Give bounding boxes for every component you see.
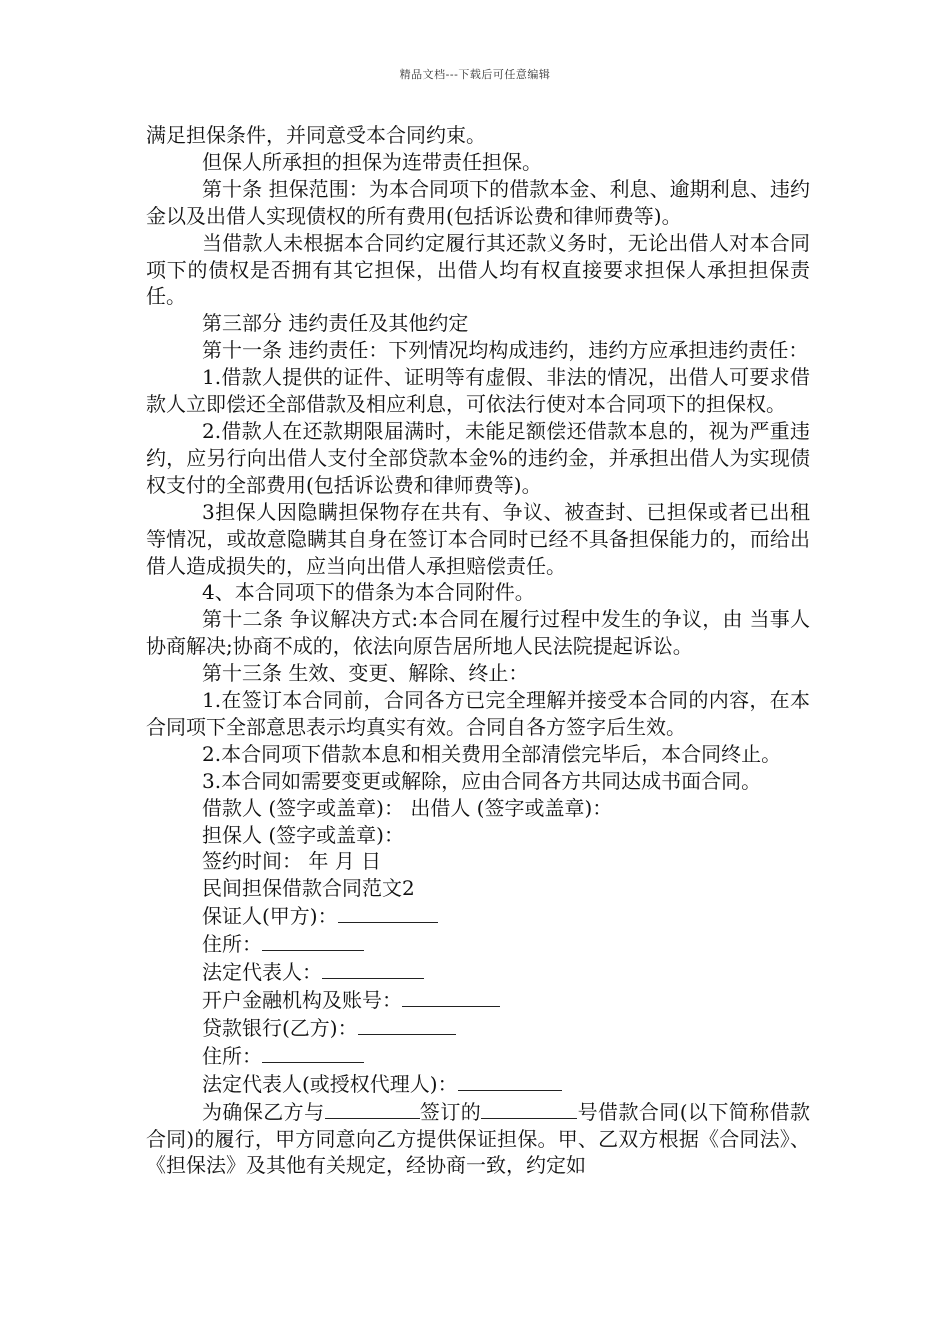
list-item: 3担保人因隐瞒担保物存在共有、争议、被查封、已担保或者已出租等情况，或故意隐瞒其自身在签订本合同时已经不具备担保能力的，而给出借人造成损失的，应当向出借人承担赔偿责任。 [146,499,810,578]
fill-blank[interactable] [262,1042,364,1063]
document-body [146,122,810,1179]
field-label: 法定代表人(或授权代理人)： [202,1071,458,1096]
list-item: 3.本合同如需要变更或解除，应由合同各方共同达成书面合同。 [202,768,762,793]
field-label: 开户金融机构及账号： [202,988,402,1012]
field-label: 保证人(甲方)： [202,904,338,929]
page-header: 精品文档---下载后可任意编辑 [399,68,551,81]
section-heading: 第三部分 违约责任及其他约定 [202,311,469,336]
address-field [146,1042,810,1070]
closing-text: 为确保乙方与 [202,1099,325,1124]
fill-blank[interactable] [325,1098,420,1119]
closing-text: 签订的 [419,1099,482,1124]
signature-line: 借款人 (签字或盖章)： 出借人 (签字或盖章)： [202,795,613,820]
fill-blank[interactable] [262,930,364,951]
paragraph: 当借款人未根据本合同约定履行其还款义务时，无论出借人对本合同项下的债权是否拥有其它担保，出借人均有权直接要求担保人承担担保责任。 [146,230,810,309]
guarantor-field [146,902,810,930]
address-field [146,930,810,958]
fill-blank[interactable] [481,1098,577,1119]
legal-rep-agent-field [146,1070,810,1098]
lender-bank-field [146,1014,810,1042]
list-item: 1.借款人提供的证件、证明等有虚假、非法的情况，出借人可要求借款人立即偿还全部借款及相应利息，可依法行使对本合同项下的担保权。 [146,365,810,417]
fill-blank[interactable] [322,958,424,979]
document-subtitle: 民间担保借款合同范文2 [202,876,415,901]
list-item: 1.在签订本合同前，合同各方已完全理解并接受本合同的内容，在本合同项下全部意思表示均真实有效。合同自各方签字后生效。 [146,688,810,739]
signing-date: 签约时间： 年 月 日 [202,849,382,874]
bank-account-field [146,986,810,1014]
fill-blank[interactable] [458,1070,562,1091]
list-item: 2.借款人在还款期限届满时，未能足额偿还借款本息的，视为严重违约，应另行向出借人支付全部贷款本金%的违约金，并承担出借人为实现债权支付的全部费用(包括诉讼费和律师费等)。 [146,418,810,497]
legal-rep-field [146,958,810,986]
paragraph: 满足担保条件，并同意受本合同约束。 [146,123,486,147]
fill-blank[interactable] [402,986,500,1007]
field-label: 贷款银行(乙方)： [202,1015,358,1040]
clause-10-paragraph: 第十条 担保范围：为本合同项下的借款本金、利息、逾期利息、违约金以及出借人实现债权的所有费用(包括诉讼费和律师费等)。 [146,176,810,228]
signature-line: 担保人 (签字或盖章)： [202,822,404,847]
clause-11-paragraph: 第十一条 违约责任：下列情况均构成违约，违约方应承担违约责任： [202,338,809,363]
list-item: 4、本合同项下的借条为本合同附件。 [202,580,535,605]
closing-text: 号借款合同(以下简称借款合同)的履行，甲方同意向乙方提供保证担保。甲、乙双方根据《合同法》、《担保法》及其他有关规定，经协商一致，约定如 [146,1099,811,1178]
paragraph: 但保人所承担的担保为连带责任担保。 [202,149,542,174]
field-label: 住所： [202,932,262,957]
clause-12-paragraph: 第十二条 争议解决方式:本合同在履行过程中发生的争议，由 当事人协商解决;协商不成的，依法向原告居所地人民法院提起诉讼。 [146,607,810,659]
list-item: 2.本合同项下借款本息和相关费用全部清偿完毕后，本合同终止。 [202,741,782,766]
field-label: 法定代表人： [202,960,322,985]
fill-blank[interactable] [338,902,438,923]
fill-blank[interactable] [358,1014,456,1035]
field-label: 住所： [202,1043,262,1068]
closing-paragraph [146,1098,810,1180]
clause-13-heading: 第十三条 生效、变更、解除、终止： [202,661,529,686]
